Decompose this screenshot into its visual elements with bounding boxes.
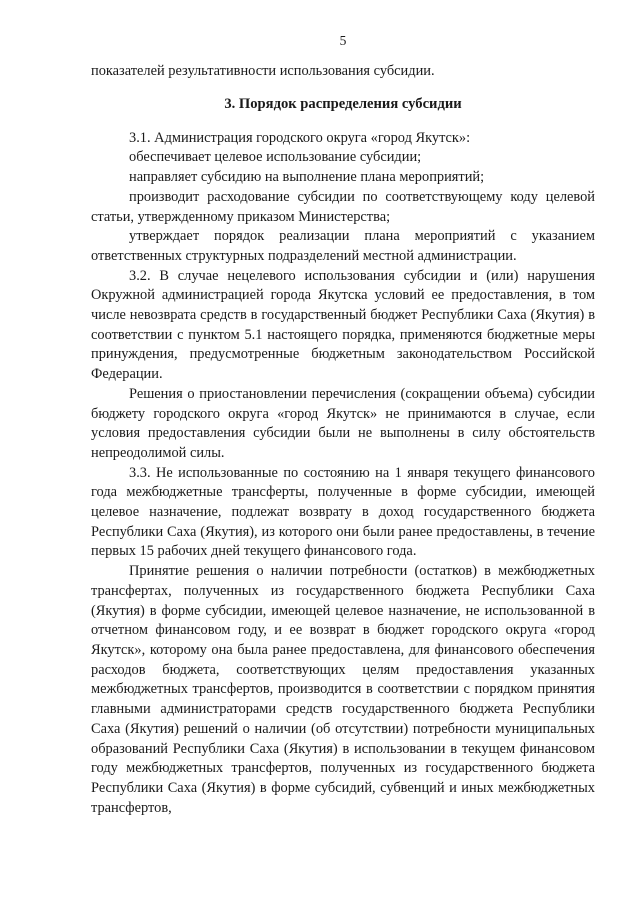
paragraph-3-2: 3.2. В случае нецелевого использования субсидии и (или) нарушения Окружной администрацией города Якутска условий ее предоставления, в том числе невозврата средств в государственный бюджет Республики Саха (Якутия) в соответствии с пунктом 5.1 настоящего порядка, применяются бюджетные меры принуждения, предусмотренные бюджетным законодательством Российской Федерации. [91, 267, 595, 383]
paragraph-spending-code: производит расходование субсидии по соответствующему коду целевой статьи, утвержденному приказом Министерства; [91, 188, 595, 225]
section-heading: 3. Порядок распределения субсидии [224, 95, 462, 112]
paragraph-approves-order: утверждает порядок реализации плана мероприятий с указанием ответственных структурных подразделений местной администрации. [91, 228, 595, 264]
page-number: 5 [339, 33, 347, 48]
lead-line: показателей результативности использования субсидии. [91, 63, 435, 79]
paragraph-suspension-decisions: Решения о приостановлении перечисления (сокращении объема) субсидии бюджету городского округа «город Якутск» не принимаются в случае, если условия предоставления субсидии были не выполнены в силу обстоятельств непреодолимой силы. [91, 385, 595, 461]
paragraph-3-3: 3.3. Не использованные по состоянию на 1 января текущего финансового года межбюджетные трансферты, полученные в форме субсидии, имеющей целевое назначение, подлежат возврату в доход государственного бюджета Республики Саха (Якутия), из которого они были ранее предоставлены, в течение первых 15 рабочих дней текущего финансового года. [91, 464, 595, 560]
paragraph-3-1: 3.1. Администрация городского округа «город Якутск»: [129, 129, 471, 146]
document-body [91, 62, 595, 818]
paragraph-directs-subsidy: направляет субсидию на выполнение плана мероприятий; [129, 169, 485, 186]
paragraph-ensures-target-use: обеспечивает целевое использование субсидии; [129, 149, 422, 166]
paragraph-remainder-decision: Принятие решения о наличии потребности (остатков) в межбюджетных трансфертах, полученных из государственного бюджета Республики Саха (Якутия) в форме субсидии, имеющей целевое назначение, не использованной в отчетном финансовом году, и ее возврат в бюджет городского округа «город Якутск», которому она была ранее предоставлена, для финансового обеспечения расходов бюджета, соответствующих целям предоставления указанных межбюджетных трансфертов, производится в соответствии с порядком принятия главными администраторами средств государственного бюджета Республики Саха (Якутия) решений о наличии (об отсутствии) потребности муниципальных образований Республики Саха (Якутия) в использовании в текущем финансовом году межбюджетных трансфертов, полученных из государственного бюджета Республики Саха (Якутия) в форме субсидий, субвенций и иных межбюджетных трансфертов, [91, 563, 595, 816]
document-page [91, 0, 595, 905]
